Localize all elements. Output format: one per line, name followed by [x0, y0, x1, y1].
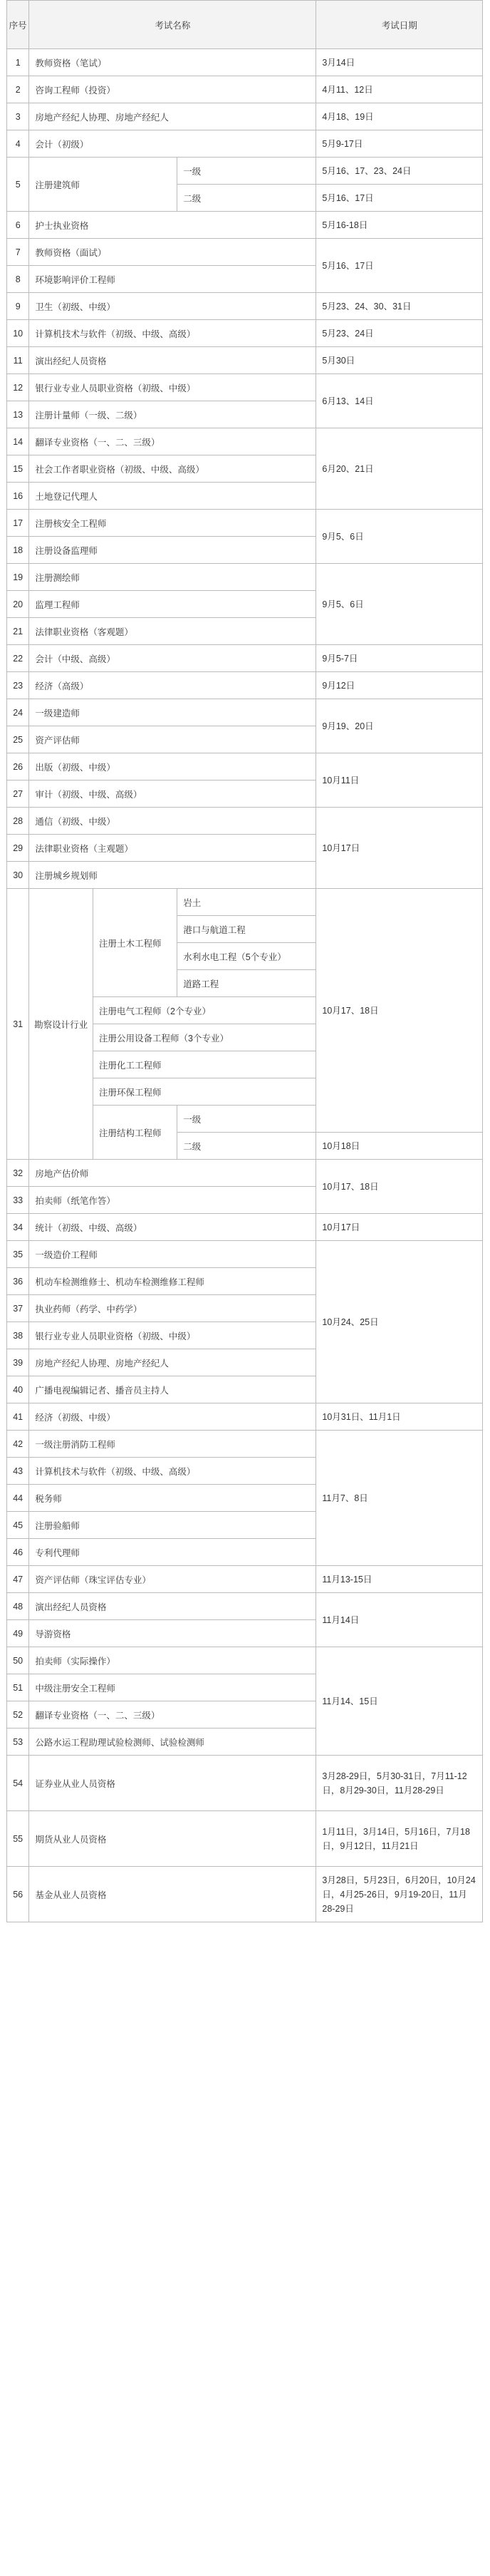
exam-name: 房地产经纪人协理、房地产经纪人	[29, 1349, 316, 1376]
exam-sub-level: 一级	[177, 158, 316, 185]
exam-name: 注册土木工程师	[93, 889, 177, 997]
row-number: 18	[7, 537, 29, 564]
exam-sub-level: 道路工程	[177, 970, 316, 997]
table-row	[7, 753, 483, 780]
row-number: 45	[7, 1512, 29, 1539]
exam-name: 注册电气工程师（2个专业）	[93, 997, 316, 1024]
exam-sub-level: 二级	[177, 185, 316, 212]
row-number: 47	[7, 1566, 29, 1593]
exam-date: 11月7、8日	[316, 1431, 483, 1566]
row-number: 5	[7, 158, 29, 212]
exam-name: 专利代理师	[29, 1539, 316, 1566]
exam-name: 机动车检测维修士、机动车检测维修工程师	[29, 1268, 316, 1295]
table-row	[7, 212, 483, 239]
row-number: 28	[7, 808, 29, 835]
exam-date: 6月13、14日	[316, 374, 483, 428]
row-number: 50	[7, 1647, 29, 1674]
exam-name: 注册核安全工程师	[29, 510, 316, 537]
table-row	[7, 672, 483, 699]
row-number: 42	[7, 1431, 29, 1458]
exam-date: 5月23、24、30、31日	[316, 293, 483, 320]
header-exam-name: 考试名称	[29, 1, 316, 49]
exam-name: 出版（初级、中级）	[29, 753, 316, 780]
table-row	[7, 1756, 483, 1811]
row-number: 22	[7, 645, 29, 672]
exam-name: 翻译专业资格（一、二、三级）	[29, 1701, 316, 1729]
row-number: 31	[7, 889, 29, 1160]
row-number: 9	[7, 293, 29, 320]
exam-sub-level: 二级	[177, 1133, 316, 1160]
exam-date: 10月11日	[316, 753, 483, 808]
row-number: 6	[7, 212, 29, 239]
table-row	[7, 699, 483, 726]
exam-date: 10月17日	[316, 1214, 483, 1241]
exam-name: 注册测绘师	[29, 564, 316, 591]
exam-name: 演出经纪人员资格	[29, 347, 316, 374]
row-number: 15	[7, 455, 29, 483]
exam-name: 税务师	[29, 1485, 316, 1512]
exam-date: 5月16、17、23、24日	[316, 158, 483, 185]
row-number: 12	[7, 374, 29, 401]
header-seq: 序号	[7, 1, 29, 49]
exam-name: 拍卖师（实际操作）	[29, 1647, 316, 1674]
exam-date: 9月5、6日	[316, 564, 483, 645]
exam-name: 环境影响评价工程师	[29, 266, 316, 293]
table-row	[7, 1241, 483, 1268]
exam-name: 教师资格（笔试）	[29, 49, 316, 76]
table-row	[7, 76, 483, 103]
table-row	[7, 1431, 483, 1458]
row-number: 8	[7, 266, 29, 293]
exam-name: 演出经纪人员资格	[29, 1593, 316, 1620]
row-number: 24	[7, 699, 29, 726]
exam-name: 注册公用设备工程师（3个专业）	[93, 1024, 316, 1051]
exam-name: 期货从业人员资格	[29, 1811, 316, 1867]
exam-date: 11月13-15日	[316, 1566, 483, 1593]
table-row	[7, 1867, 483, 1922]
row-number: 34	[7, 1214, 29, 1241]
exam-name: 监理工程师	[29, 591, 316, 618]
exam-sub-level: 港口与航道工程	[177, 916, 316, 943]
row-number: 54	[7, 1756, 29, 1811]
row-number: 33	[7, 1187, 29, 1214]
exam-name: 咨询工程师（投资）	[29, 76, 316, 103]
exam-date: 5月16-18日	[316, 212, 483, 239]
exam-date: 11月14日	[316, 1593, 483, 1647]
exam-name: 统计（初级、中级、高级）	[29, 1214, 316, 1241]
row-number: 43	[7, 1458, 29, 1485]
row-number: 38	[7, 1322, 29, 1349]
exam-name: 注册验船师	[29, 1512, 316, 1539]
table-row	[7, 1214, 483, 1241]
exam-name: 社会工作者职业资格（初级、中级、高级）	[29, 455, 316, 483]
exam-date: 10月17、18日	[316, 889, 483, 1133]
table-row	[7, 1403, 483, 1431]
exam-date: 9月5-7日	[316, 645, 483, 672]
row-number: 44	[7, 1485, 29, 1512]
exam-name: 土地登记代理人	[29, 483, 316, 510]
row-number: 1	[7, 49, 29, 76]
row-number: 39	[7, 1349, 29, 1376]
table-row	[7, 239, 483, 266]
exam-sub-level: 一级	[177, 1106, 316, 1133]
exam-name: 注册结构工程师	[93, 1106, 177, 1160]
table-row	[7, 130, 483, 158]
row-number: 29	[7, 835, 29, 862]
row-number: 46	[7, 1539, 29, 1566]
exam-date: 5月16、17日	[316, 239, 483, 293]
row-number: 27	[7, 780, 29, 808]
row-number: 3	[7, 103, 29, 130]
exam-name: 中级注册安全工程师	[29, 1674, 316, 1701]
table-row	[7, 320, 483, 347]
exam-name: 资产评估师（珠宝评估专业）	[29, 1566, 316, 1593]
table-row	[7, 645, 483, 672]
exam-name: 计算机技术与软件（初级、中级、高级）	[29, 1458, 316, 1485]
exam-name: 经济（高级）	[29, 672, 316, 699]
exam-name: 一级建造师	[29, 699, 316, 726]
exam-name: 注册建筑师	[29, 158, 177, 212]
row-number: 35	[7, 1241, 29, 1268]
exam-name: 法律职业资格（客观题）	[29, 618, 316, 645]
row-number: 51	[7, 1674, 29, 1701]
exam-name: 计算机技术与软件（初级、中级、高级）	[29, 320, 316, 347]
row-number: 4	[7, 130, 29, 158]
exam-name: 资产评估师	[29, 726, 316, 753]
row-number: 53	[7, 1729, 29, 1756]
exam-date: 4月11、12日	[316, 76, 483, 103]
exam-name: 护士执业资格	[29, 212, 316, 239]
exam-date: 5月30日	[316, 347, 483, 374]
exam-schedule-table	[6, 0, 483, 1922]
exam-date: 10月31日、11月1日	[316, 1403, 483, 1431]
exam-date: 9月5、6日	[316, 510, 483, 564]
exam-date: 10月18日	[316, 1133, 483, 1160]
exam-date: 3月28日，5月23日，6月20日，10月24日，4月25-26日，9月19-20日，11月28-29日	[316, 1867, 483, 1922]
table-row	[7, 347, 483, 374]
row-number: 30	[7, 862, 29, 889]
table-row	[7, 889, 483, 916]
table-row	[7, 808, 483, 835]
row-number: 17	[7, 510, 29, 537]
row-number: 52	[7, 1701, 29, 1729]
table-header-row	[7, 1, 483, 49]
row-number: 11	[7, 347, 29, 374]
exam-sub-level: 水利水电工程（5个专业）	[177, 943, 316, 970]
exam-name: 基金从业人员资格	[29, 1867, 316, 1922]
exam-date: 9月19、20日	[316, 699, 483, 753]
row-number: 32	[7, 1160, 29, 1187]
row-number: 40	[7, 1376, 29, 1403]
row-number: 13	[7, 401, 29, 428]
exam-date: 10月24、25日	[316, 1241, 483, 1403]
exam-date: 5月16、17日	[316, 185, 483, 212]
exam-name: 法律职业资格（主观题）	[29, 835, 316, 862]
exam-date: 3月28-29日，5月30-31日，7月11-12日，8月29-30日，11月28-29日	[316, 1756, 483, 1811]
exam-date: 4月18、19日	[316, 103, 483, 130]
row-number: 55	[7, 1811, 29, 1867]
header-exam-date: 考试日期	[316, 1, 483, 49]
exam-name: 通信（初级、中级）	[29, 808, 316, 835]
exam-name: 注册城乡规划师	[29, 862, 316, 889]
exam-name: 会计（初级）	[29, 130, 316, 158]
table-row	[7, 103, 483, 130]
row-number: 48	[7, 1593, 29, 1620]
row-number: 14	[7, 428, 29, 455]
row-number: 56	[7, 1867, 29, 1922]
exam-date: 9月12日	[316, 672, 483, 699]
exam-date: 10月17、18日	[316, 1160, 483, 1214]
row-number: 21	[7, 618, 29, 645]
table-row	[7, 293, 483, 320]
exam-date: 5月9-17日	[316, 130, 483, 158]
row-number: 2	[7, 76, 29, 103]
row-number: 10	[7, 320, 29, 347]
exam-name: 导游资格	[29, 1620, 316, 1647]
exam-date: 3月14日	[316, 49, 483, 76]
exam-date: 11月14、15日	[316, 1647, 483, 1756]
table-row	[7, 1160, 483, 1187]
exam-name: 房地产经纪人协理、房地产经纪人	[29, 103, 316, 130]
row-number: 16	[7, 483, 29, 510]
exam-name: 证券业从业人员资格	[29, 1756, 316, 1811]
row-number: 37	[7, 1295, 29, 1322]
row-number: 26	[7, 753, 29, 780]
exam-name: 卫生（初级、中级）	[29, 293, 316, 320]
exam-name: 审计（初级、中级、高级）	[29, 780, 316, 808]
exam-date: 6月20、21日	[316, 428, 483, 510]
row-number: 19	[7, 564, 29, 591]
table-row	[7, 49, 483, 76]
exam-name: 经济（初级、中级）	[29, 1403, 316, 1431]
exam-category: 勘察设计行业	[29, 889, 93, 1160]
exam-name: 一级注册消防工程师	[29, 1431, 316, 1458]
row-number: 7	[7, 239, 29, 266]
row-number: 20	[7, 591, 29, 618]
row-number: 36	[7, 1268, 29, 1295]
exam-name: 一级造价工程师	[29, 1241, 316, 1268]
row-number: 41	[7, 1403, 29, 1431]
table-row	[7, 564, 483, 591]
exam-sub-level: 岩土	[177, 889, 316, 916]
exam-name: 注册环保工程师	[93, 1078, 316, 1106]
exam-date: 1月11日，3月14日，5月16日，7月18日，9月12日，11月21日	[316, 1811, 483, 1867]
exam-name: 公路水运工程助理试验检测师、试验检测师	[29, 1729, 316, 1756]
row-number: 49	[7, 1620, 29, 1647]
exam-name: 银行业专业人员职业资格（初级、中级）	[29, 1322, 316, 1349]
table-row	[7, 428, 483, 455]
row-number: 23	[7, 672, 29, 699]
exam-date: 10月17日	[316, 808, 483, 889]
table-row	[7, 510, 483, 537]
exam-name: 银行业专业人员职业资格（初级、中级）	[29, 374, 316, 401]
table-row	[7, 374, 483, 401]
row-number: 25	[7, 726, 29, 753]
exam-name: 注册设备监理师	[29, 537, 316, 564]
exam-name: 教师资格（面试）	[29, 239, 316, 266]
exam-name: 广播电视编辑记者、播音员主持人	[29, 1376, 316, 1403]
exam-name: 注册化工工程师	[93, 1051, 316, 1078]
exam-date: 5月23、24日	[316, 320, 483, 347]
exam-name: 房地产估价师	[29, 1160, 316, 1187]
exam-name: 执业药师（药学、中药学）	[29, 1295, 316, 1322]
table-row	[7, 1593, 483, 1620]
exam-name: 翻译专业资格（一、二、三级）	[29, 428, 316, 455]
table-row	[7, 158, 483, 185]
exam-name: 拍卖师（纸笔作答）	[29, 1187, 316, 1214]
exam-name: 注册计量师（一级、二级）	[29, 401, 316, 428]
table-row	[7, 1566, 483, 1593]
exam-name: 会计（中级、高级）	[29, 645, 316, 672]
table-row	[7, 1811, 483, 1867]
table-row	[7, 1647, 483, 1674]
